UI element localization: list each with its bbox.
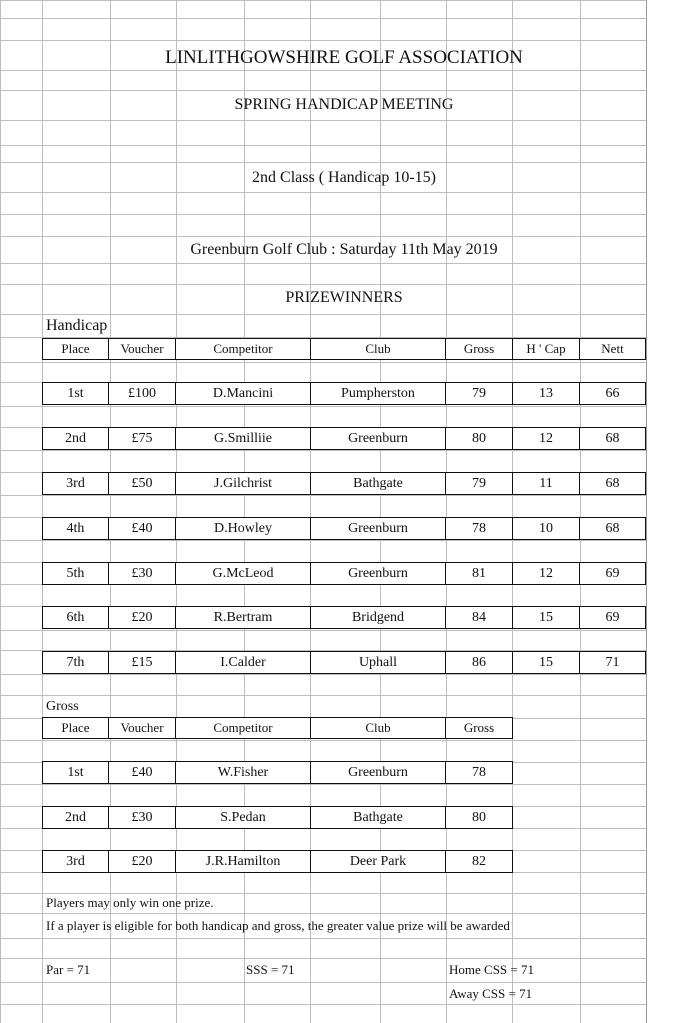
gross-header-row [42, 717, 513, 739]
table-cell: G.McLeod [176, 562, 311, 585]
table-cell: 1st [42, 382, 109, 405]
table-cell: 66 [580, 382, 646, 405]
table-cell: 84 [446, 606, 513, 629]
table-cell: 80 [446, 806, 513, 829]
handicap-header-row [42, 338, 646, 360]
table-cell: 15 [513, 651, 580, 674]
table-cell: 2nd [42, 427, 109, 450]
table-cell: 78 [446, 761, 513, 784]
gross-section-label: Gross [46, 699, 79, 714]
table-cell: 71 [580, 651, 646, 674]
table-cell: 80 [446, 427, 513, 450]
prizewinners-heading: PRIZEWINNERS [285, 289, 403, 306]
table-cell: 2nd [42, 806, 109, 829]
column-header: Nett [580, 338, 646, 360]
table-cell: Pumpherston [311, 382, 446, 405]
table-cell: 68 [580, 472, 646, 495]
table-cell: 79 [446, 382, 513, 405]
table-cell: 7th [42, 651, 109, 674]
column-header: Voucher [109, 717, 176, 739]
table-cell: Bridgend [311, 606, 446, 629]
table-cell: 78 [446, 517, 513, 540]
table-cell: 13 [513, 382, 580, 405]
table-cell: Bathgate [311, 472, 446, 495]
table-row [42, 806, 513, 829]
table-cell: 3rd [42, 850, 109, 873]
table-cell: £20 [109, 606, 176, 629]
table-row [42, 472, 646, 495]
note-one-prize: Players may only win one prize. [46, 895, 214, 910]
table-row [42, 651, 646, 674]
table-cell: £20 [109, 850, 176, 873]
handicap-section-label: Handicap [46, 317, 108, 334]
table-cell: G.Smilliie [176, 427, 311, 450]
column-header: Place [42, 338, 109, 360]
table-row [42, 562, 646, 585]
table-cell: Greenburn [311, 517, 446, 540]
table-cell: 82 [446, 850, 513, 873]
table-row [42, 761, 513, 784]
table-cell: £75 [109, 427, 176, 450]
table-cell: R.Bertram [176, 606, 311, 629]
par-value: Par = 71 [46, 962, 91, 977]
table-cell: Greenburn [311, 761, 446, 784]
table-cell: J.Gilchrist [176, 472, 311, 495]
class-line: 2nd Class ( Handicap 10-15) [252, 169, 436, 186]
table-cell: 10 [513, 517, 580, 540]
note-greater-value: If a player is eligible for both handicap and gross, the greater value prize will be awarded [46, 918, 510, 933]
column-header: Competitor [176, 717, 311, 739]
table-row [42, 382, 646, 405]
column-header: Gross [446, 717, 513, 739]
table-cell: 15 [513, 606, 580, 629]
table-cell: 68 [580, 517, 646, 540]
table-cell: 86 [446, 651, 513, 674]
page-title: LINLITHGOWSHIRE GOLF ASSOCIATION [165, 47, 523, 68]
table-cell: 1st [42, 761, 109, 784]
table-cell: 69 [580, 562, 646, 585]
table-cell: S.Pedan [176, 806, 311, 829]
table-cell: £15 [109, 651, 176, 674]
table-cell: 69 [580, 606, 646, 629]
table-cell: Bathgate [311, 806, 446, 829]
table-cell: J.R.Hamilton [176, 850, 311, 873]
table-cell: £50 [109, 472, 176, 495]
table-cell: 68 [580, 427, 646, 450]
table-row [42, 606, 646, 629]
table-cell: I.Calder [176, 651, 311, 674]
table-cell: Uphall [311, 651, 446, 674]
table-cell: £30 [109, 562, 176, 585]
table-cell: 11 [513, 472, 580, 495]
table-cell: £30 [109, 806, 176, 829]
sss-value: SSS = 71 [246, 962, 295, 977]
column-header: Competitor [176, 338, 311, 360]
home-css-value: Home CSS = 71 [449, 962, 534, 977]
table-cell: 4th [42, 517, 109, 540]
table-cell: £40 [109, 517, 176, 540]
table-row [42, 517, 646, 540]
table-cell: 12 [513, 427, 580, 450]
table-cell: Greenburn [311, 562, 446, 585]
column-header: Voucher [109, 338, 176, 360]
table-cell: 12 [513, 562, 580, 585]
column-header: Gross [446, 338, 513, 360]
table-row [42, 427, 646, 450]
venue-line: Greenburn Golf Club : Saturday 11th May 2019 [190, 241, 498, 258]
away-css-value: Away CSS = 71 [449, 986, 533, 1001]
table-cell: 3rd [42, 472, 109, 495]
table-cell: £100 [109, 382, 176, 405]
table-cell: W.Fisher [176, 761, 311, 784]
table-cell: 6th [42, 606, 109, 629]
column-header: Club [311, 717, 446, 739]
column-header: Place [42, 717, 109, 739]
table-cell: 79 [446, 472, 513, 495]
column-header: Club [311, 338, 446, 360]
table-cell: Greenburn [311, 427, 446, 450]
table-cell: Deer Park [311, 850, 446, 873]
table-cell: £40 [109, 761, 176, 784]
table-row [42, 850, 513, 873]
table-cell: 81 [446, 562, 513, 585]
meeting-subtitle: SPRING HANDICAP MEETING [234, 96, 454, 113]
column-header: H ' Cap [513, 338, 580, 360]
table-cell: D.Howley [176, 517, 311, 540]
table-cell: D.Mancini [176, 382, 311, 405]
table-cell: 5th [42, 562, 109, 585]
